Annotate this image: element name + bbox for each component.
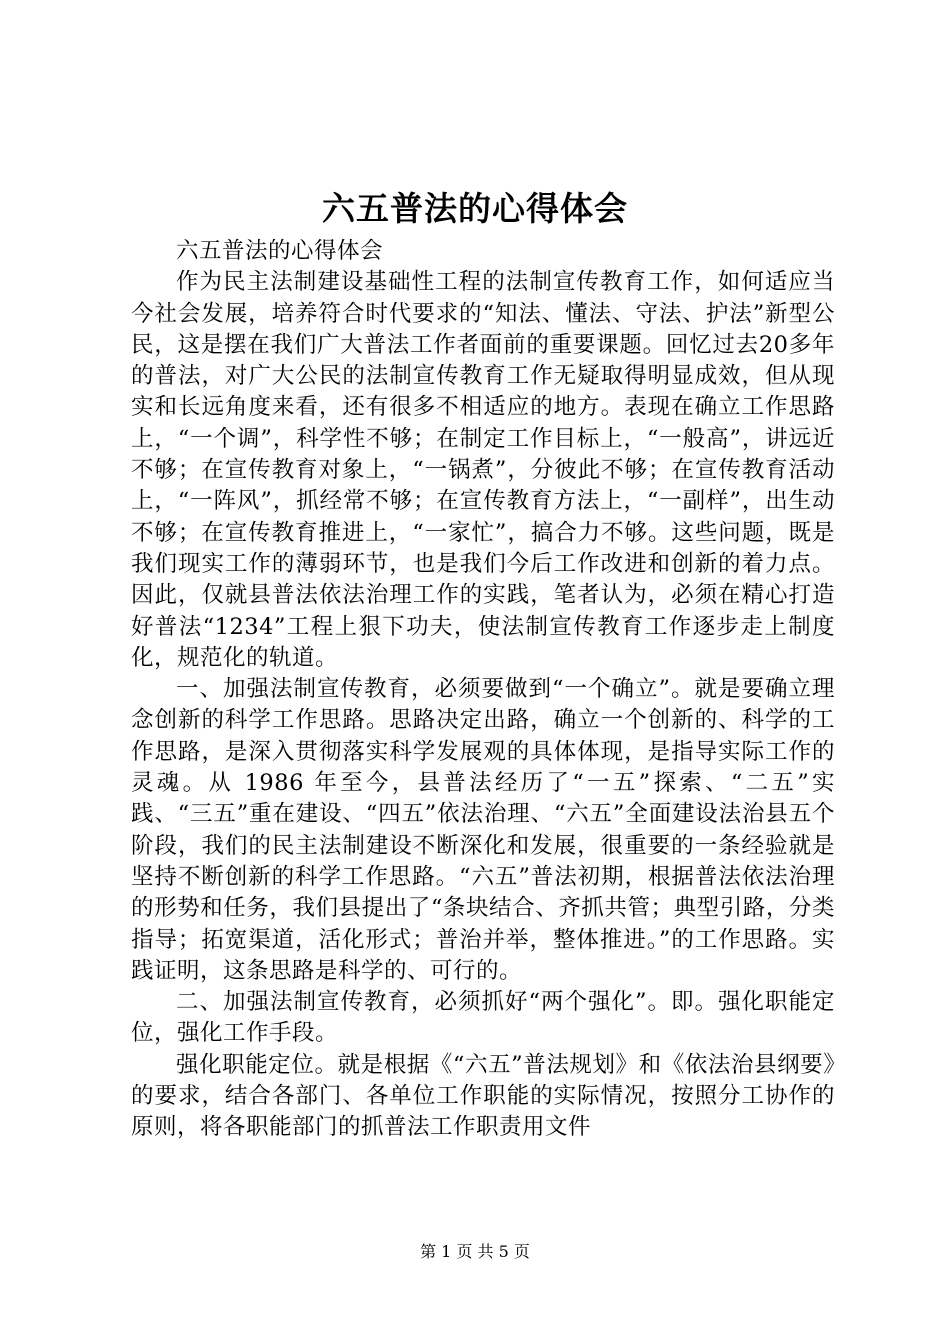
paragraph-subtitle: 六五普法的心得体会 (176, 238, 384, 264)
paragraph-section-one: 一、加强法制宣传教育，必须要做到“一个确立”。就是要确立理念创新的科学工作思路。思路决定出路，确立一个创新的、科学的工作思路，是深入贯彻落实科学发展观的具体体现，是指导实际工作的灵魂。从 1986 年至今，县普法经历了“一五”探索、“二五”实践、“三五”重在建设、“四五”依法治理、“六五”全面建设法治县五个阶段，我们的民主法制建设不断深化和发展，很重要的一条经验就是坚持不断创新的科学工作思路。“六五”普法初期，根据普法依法治理的形势和任务，我们县提出了“条块结合、齐抓共管；典型引路，分类指导；拓宽渠道，活化形式；普治并举，整体推进。”的工作思路。实践证明，这条思路是科学的、可行的。 (131, 676, 835, 984)
paragraph-intro: 作为民主法制建设基础性工程的法制宣传教育工作，如何适应当今社会发展，培养符合时代要求的“知法、懂法、守法、护法”新型公民，这是摆在我们广大普法工作者面前的重要课题。回忆过去20多年的普法，对广大公民的法制宣传教育工作无疑取得明显成效，但从现实和长远角度来看，还有很多不相适应的地方。表现在确立工作思路上，“一个调”，科学性不够；在制定工作目标上，“一般高”，讲远近不够；在宣传教育对象上，“一锅煮”，分彼此不够；在宣传教育活动上，“一阵风”，抓经常不够；在宣传教育方法上，“一副样”，出生动不够；在宣传教育推进上，“一家忙”，搞合力不够。这些问题，既是我们现实工作的薄弱环节，也是我们今后工作改进和创新的着力点。因此，仅就县普法依法治理工作的实践，笔者认为，必须在精心打造好普法“1234”工程上狠下功夫，使法制宣传教育工作逐步走上制度化，规范化的轨道。 (131, 269, 835, 671)
paragraph-section-two: 二、加强法制宣传教育，必须抓好“两个强化”。即。强化职能定位，强化工作手段。 (131, 989, 835, 1047)
document-body (131, 236, 835, 1144)
document-title: 六五普法的心得体会 (322, 189, 628, 228)
page-footer: 第 1 页 共 5 页 (420, 1242, 530, 1261)
paragraph-section-two-detail: 强化职能定位。就是根据《“六五”普法规划》和《依法治县纲要》的要求，结合各部门、各单位工作职能的实际情况，按照分工协作的原则，将各职能部门的抓普法工作职责用文件 (131, 1051, 835, 1141)
